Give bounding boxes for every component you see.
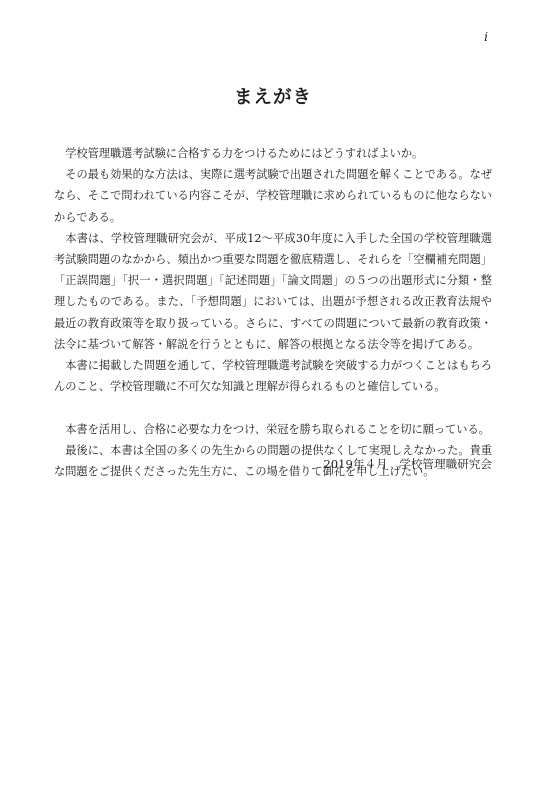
paragraph-wish: 本書を活用し、合格に必要な力をつけ、栄冠を勝ち取られることを切に願っている。 [54, 422, 490, 436]
signature-line: 2019年４月 学校管理職研究会 [323, 457, 492, 471]
paragraph-effective-method: その最も効果的な方法は、実際に選考試験で出題された問題を解くことである。なぜなら、そこで問われている内容こそが、学校管理職に求められているものに他ならないからである。 [54, 168, 492, 224]
preface-body [54, 143, 492, 482]
paragraph-opening-question: 学校管理職選考試験に合格する力をつけるためにはどうすればよいか。 [54, 147, 424, 160]
page-number: i [484, 30, 488, 44]
page-title: まえがき [233, 87, 312, 108]
paragraph-acknowledgement: 最後に、本書は全国の多くの先生からの問題の提供なくして実現しえなかった。貴重な問題をご提供くださった先生方に、この場を借りて御礼を申し上げたい。 [54, 443, 492, 479]
paragraph-break [54, 397, 492, 418]
paragraph-book-contents: 本書は、学校管理職研究会が、平成12〜平成30年度に入手した全国の学校管理職選考試験問題のなかから、頻出かつ重要な問題を徹底精選し、それらを「空欄補充問題」「正誤問題」「択一・選択問題」「記述問題」「論文問題」の５つの出題形式に分類・整理したものである。また、「予想問題」においては、出題が予想される改正教育法規や最近の教育政策等を取り扱っている。さらに、すべての問題について最新の教育政策・法令に基づいて解答・解説を行うとともに、解答の根拠となる法令等を掲げてある。 [54, 231, 492, 351]
paragraph-book-purpose: 本書に掲載した問題を通して、学校管理職選考試験を突破する力がつくことはもちろんのこと、学校管理職に不可欠な知識と理解が得られるものと確信している。 [54, 359, 492, 394]
